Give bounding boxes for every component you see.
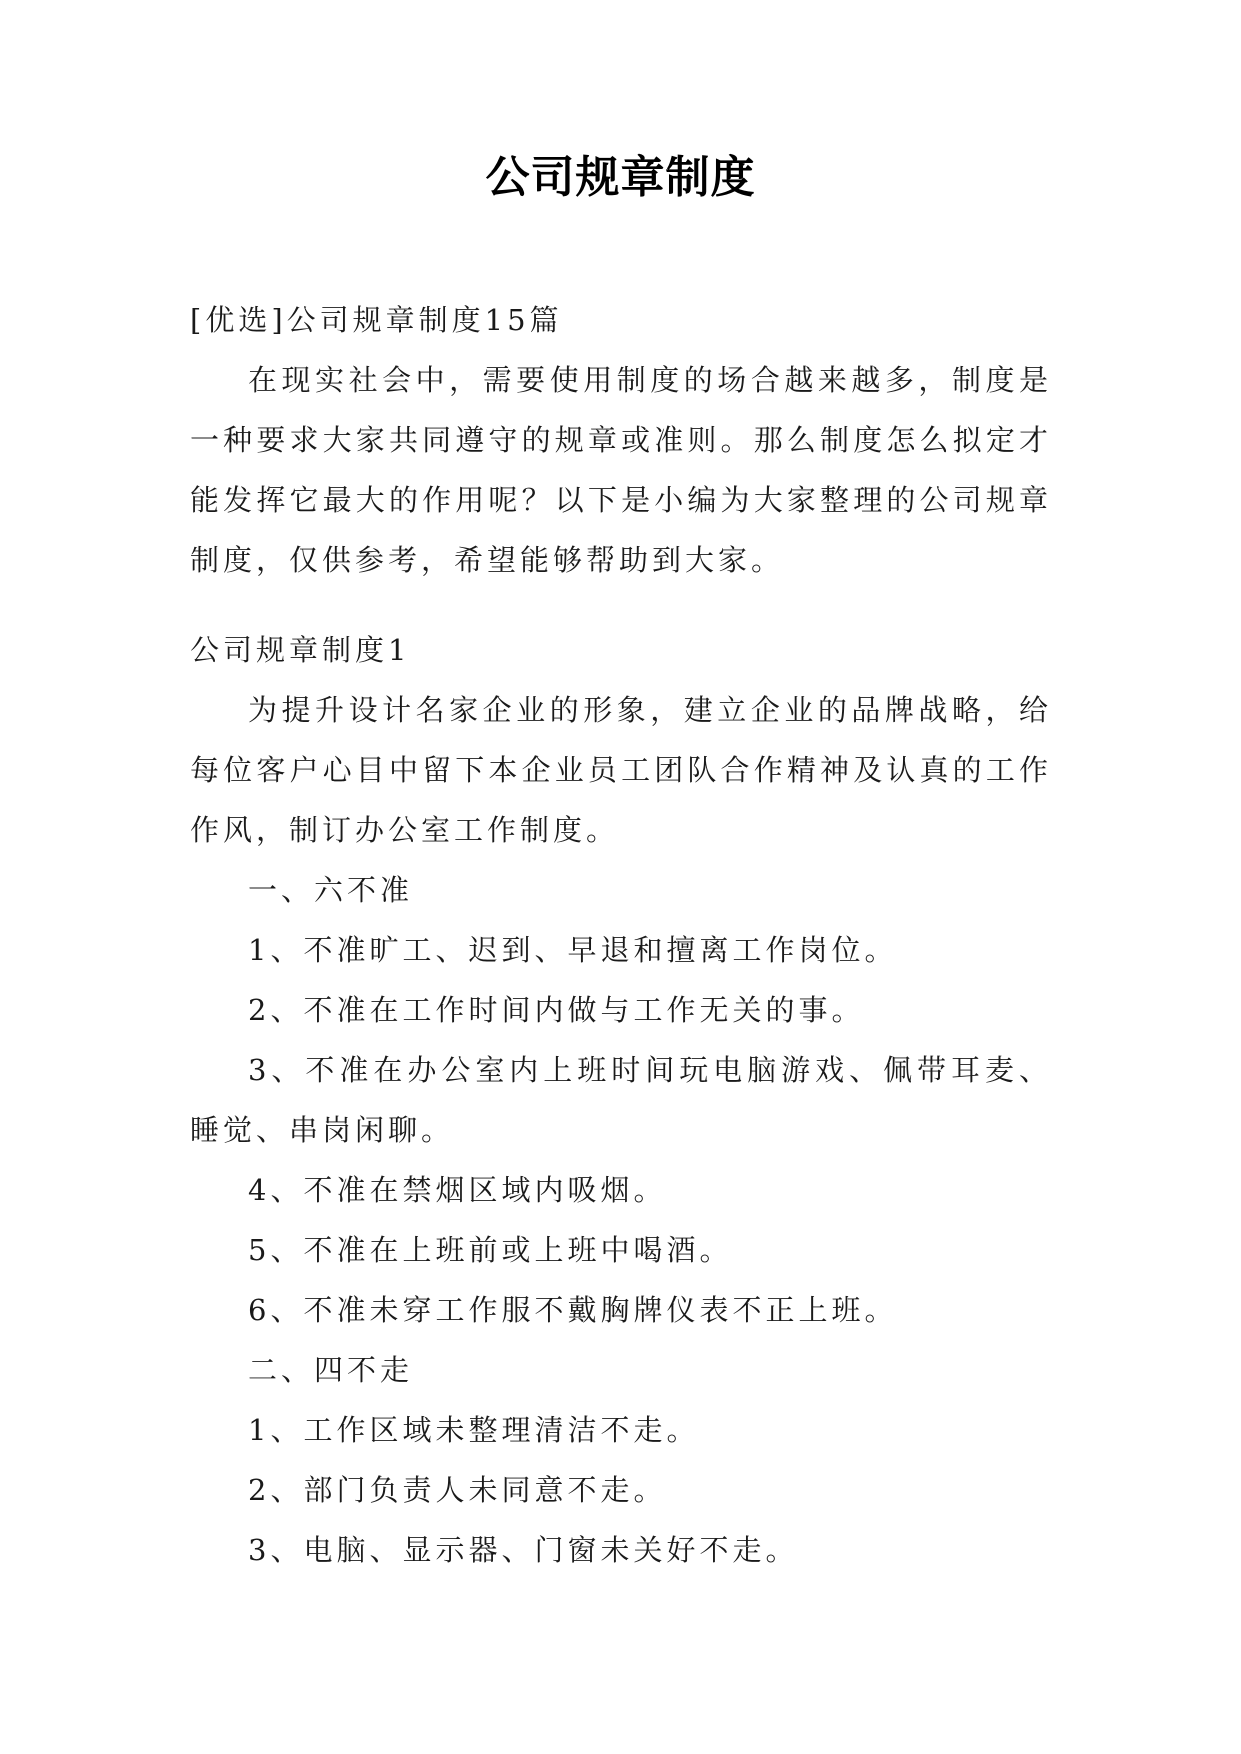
document-title: 公司规章制度: [485, 152, 756, 203]
document-subtitle: [优选]公司规章制度15篇: [190, 303, 563, 337]
list-item: 2、不准在工作时间内做与工作无关的事。: [248, 993, 865, 1027]
list-item: 1、不准旷工、迟到、早退和擅离工作岗位。: [248, 933, 898, 967]
section-gap: [190, 590, 1052, 620]
part-heading-six-rules: 一、六不准: [248, 873, 414, 907]
list-item: 1、工作区域未整理清洁不走。: [248, 1413, 700, 1447]
list-item: 4、不准在禁烟区域内吸烟。: [248, 1173, 667, 1207]
list-item: 2、部门负责人未同意不走。: [248, 1473, 667, 1507]
section-paragraph: 为提升设计名家企业的形象，建立企业的品牌战略，给每位客户心目中留下本企业员工团队合作精神及认真的工作作风，制订办公室工作制度。: [190, 693, 1052, 847]
intro-paragraph: 在现实社会中，需要使用制度的场合越来越多，制度是一种要求大家共同遵守的规章或准则。那么制度怎么拟定才能发挥它最大的作用呢？以下是小编为大家整理的公司规章制度，仅供参考，希望能够帮助到大家。: [190, 363, 1052, 577]
list-item: 3、电脑、显示器、门窗未关好不走。: [248, 1533, 799, 1567]
list-item: 5、不准在上班前或上班中喝酒。: [248, 1233, 733, 1267]
part-heading-four-rules: 二、四不走: [248, 1353, 414, 1387]
section-heading: 公司规章制度1: [190, 633, 411, 667]
list-item: 3、不准在办公室内上班时间玩电脑游戏、佩带耳麦、睡觉、串岗闲聊。: [190, 1053, 1052, 1147]
document-body: [190, 290, 1052, 1580]
list-item: 6、不准未穿工作服不戴胸牌仪表不正上班。: [248, 1293, 898, 1327]
